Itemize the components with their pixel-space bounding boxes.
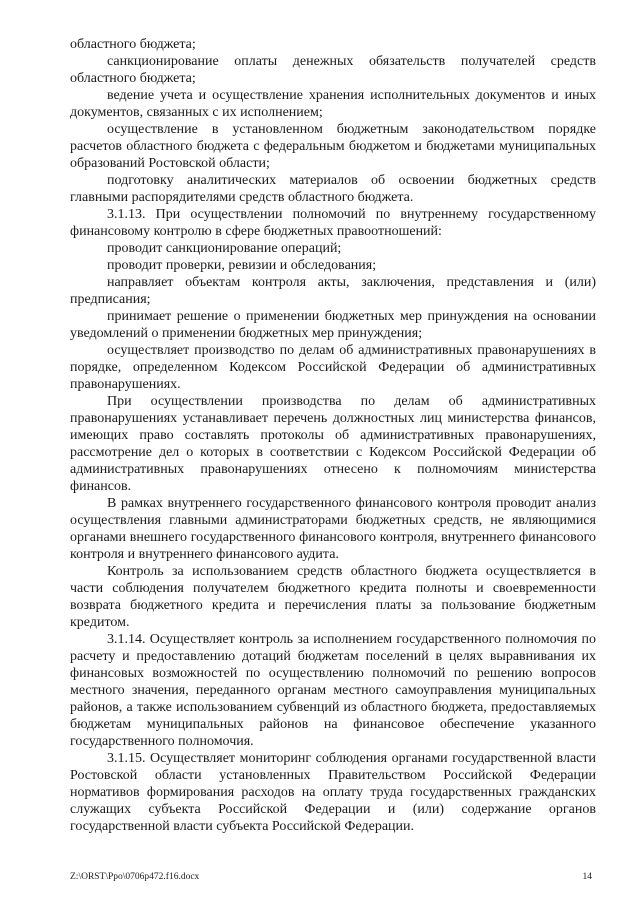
paragraph: принимает решение о применении бюджетных мер принуждения на основании уведомлений о применении бюджетных мер принуждения; [70, 309, 596, 341]
section-3-1-15: 3.1.15. Осуществляет мониторинг соблюдения органами государственной власти Ростовской области установленных Правительством Российской Федерации нормативов формирования расходов на оплату труда государственных гражданских служащих субъекта Российской Федерации и (или) содержание органов государственной власти субъекта Российской Федерации. [70, 751, 596, 834]
page-number: 14 [582, 872, 592, 882]
paragraph: санкционирование оплаты денежных обязательств получателей средств областного бюджета; [70, 54, 596, 86]
paragraph: проводит санкционирование операций; [107, 241, 342, 256]
paragraph: направляет объектам контроля акты, заключения, представления и (или) предписания; [70, 275, 596, 307]
paragraph: Контроль за использованием средств областного бюджета осуществляется в части соблюдения получателем бюджетного кредита полноты и своевременности возврата бюджетного кредита и перечисления платы за пользование бюджетным кредитом. [70, 564, 596, 630]
file-path: Z:\ORST\Ppo\0706p472.f16.docx [70, 872, 200, 882]
document-body [70, 36, 596, 835]
paragraph: областного бюджета; [70, 37, 196, 52]
paragraph: В рамках внутреннего государственного финансового контроля проводит анализ осуществления главными администраторами бюджетных средств, не являющимися органами внешнего государственного финансового контроля, внутреннего финансового контроля и внутреннего финансового аудита. [70, 496, 596, 562]
paragraph: подготовку аналитических материалов об освоении бюджетных средств главными распорядителями средств областного бюджета. [70, 173, 596, 205]
section-3-1-14: 3.1.14. Осуществляет контроль за исполнением государственного полномочия по расчету и предоставлению дотаций бюджетам поселений в целях выравнивания их финансовых возможностей по осуществлению полномочий по решению вопросов местного значения, переданного органам местного самоуправления муниципальных районов, а также использованием субвенций из областного бюджета, предоставляемых бюджетам муниципальных районов на финансовое обеспечение указанного государственного полномочия. [70, 632, 596, 749]
paragraph: осуществление в установленном бюджетным законодательством порядке расчетов областного бюджета с федеральным бюджетом и бюджетами муниципальных образований Ростовской области; [70, 122, 596, 171]
paragraph: осуществляет производство по делам об административных правонарушениях в порядке, определенном Кодексом Российской Федерации об административных правонарушениях. [70, 343, 596, 392]
paragraph: проводит проверки, ревизии и обследования; [107, 258, 377, 273]
paragraph: При осуществлении производства по делам об административных правонарушениях устанавливает перечень должностных лиц министерства финансов, имеющих право составлять протоколы об административных правонарушениях, рассмотрение дел о которых в соответствии с Кодексом Российской Федерации об административных правонарушениях отнесено к полномочиям министерства финансов. [70, 394, 596, 494]
section-3-1-13-heading: 3.1.13. При осуществлении полномочий по внутреннему государственному финансовому контролю в сфере бюджетных правоотношений: [70, 207, 596, 239]
paragraph: ведение учета и осуществление хранения исполнительных документов и иных документов, связанных с их исполнением; [70, 88, 596, 120]
